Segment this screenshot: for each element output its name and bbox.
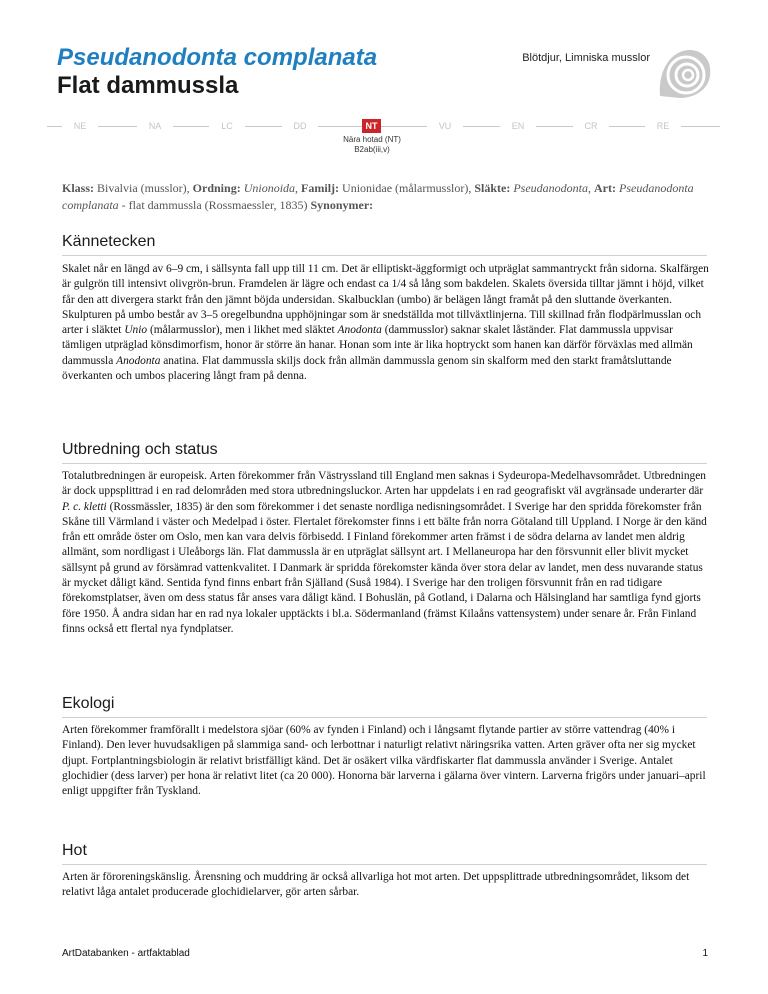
slakte-label: Släkte: — [474, 181, 511, 195]
footer-source: ArtDatabanken - artfaktablad — [62, 948, 190, 959]
section-heading-utbredning: Utbredning och status — [62, 441, 707, 464]
redlist-na: NA — [137, 120, 173, 132]
redlist-vu: VU — [427, 120, 463, 132]
section-text-kannetecken: Skalet når en längd av 6–9 cm, i sällsynta fall upp till 11 cm. Det är elliptiskt-äggformigt och utpräglat sammantryckt från sidorna. Skalfärgen är gulgrön till intensivt olivgrön-brun. Framdelen är lägre och endast ca 1/4 så lång som bakdelen. Skalets översida tilltar jämnt i höjd, vilket får den att divergera starkt från den jämnt böjda undersidan. Skalbucklan (umbo) är belägen långt framåt på den sluttande överkanten. Skulpturen på umbo består av 3–5 oregelbundna upphöjningar som är snedställda mot tillväxtlinjerna. Till skillnad från flodpärlmusslan och arter i släktet Unio (målarmusslor), men i likhet med släktet Anodonta (dammusslor) saknar skalet låständer. Flat dammussla uppvisar tämligen utpräglad könsdimorfism, honor är större än hanar. Honan som inte är lika hoptryckt som hanen kan därför förväxlas med allmän dammussla Anodonta anatina. Flat dammussla skiljs dock från allmän dammussla genom sin skalform med den starkt framåtsluttande överkanten och umbos placering långt fram på denna. — [62, 263, 709, 383]
redlist-cr: CR — [573, 120, 609, 132]
redlist-criteria: B2ab(iii,v) — [354, 145, 390, 154]
ordning-label: Ordning: — [192, 181, 241, 195]
redlist-ne: NE — [62, 120, 98, 132]
familj-value: Unionidae (målarmusslor), — [342, 181, 472, 195]
species-swedish-name: Flat dammussla — [57, 72, 239, 99]
synonymer-label: Synonymer: — [310, 198, 374, 212]
art-label: Art: — [594, 181, 616, 195]
species-latin-name: Pseudanodonta complanata — [57, 44, 378, 71]
redlist-status-text: Nära hotad (NT) — [343, 135, 401, 144]
klass-value: Bivalvia (musslor), — [97, 181, 190, 195]
snail-shell-icon — [654, 44, 714, 104]
redlist-re: RE — [645, 120, 681, 132]
section-heading-kannetecken: Kännetecken — [62, 233, 707, 256]
slakte-value: Pseudanodonta — [513, 181, 589, 195]
ordning-value: Unionoida — [243, 181, 296, 195]
section-heading-ekologi: Ekologi — [62, 695, 707, 718]
redlist-lc: LC — [209, 120, 245, 132]
section-heading-hot: Hot — [62, 842, 707, 865]
taxonomy-block: Klass: Bivalvia (musslor), Ordning: Unionoida, Familj: Unionidae (målarmusslor), Släkte: Pseudanodonta, Art: Pseudanodonta complanata - flat dammussla (Rossmaessler, 1835) Synonymer: — [62, 181, 694, 212]
redlist-dd: DD — [282, 120, 318, 132]
redlist-scale — [47, 118, 720, 158]
species-group-label: Blötdjur, Limniska musslor — [522, 52, 650, 64]
familj-label: Familj: — [301, 181, 340, 195]
klass-label: Klass: — [62, 181, 95, 195]
section-text-ekologi: Arten förekommer framförallt i medelstora sjöar (60% av fynden i Finland) och i långsamt flytande partier av större vattendrag (40% i Finland). Den lever huvudsakligen på slammiga sand- och lerbottnar i naturligt relativt näringsrika vatten. Arten gräver ofta ner sig mycket djupt. Fortplantningsbiologin är relativt bristfälligt känd. Det är osäkert vilka värdfiskarter flat dammussla använder i Sverige. Antalet glochidier (dess larver) per hona är relativt litet (ca 20 000). Honorna bär larverna i gälarna över vintern. Larverna frigörs under januari–april enligt uppgifter från Tyskland. — [62, 724, 706, 798]
page-number: 1 — [702, 948, 708, 959]
redlist-nt-active: NT — [362, 119, 381, 133]
art-value: - flat dammussla (Rossmaessler, 1835) — [118, 198, 308, 212]
art-latin: Pseudanodonta complanata — [62, 181, 694, 212]
redlist-en: EN — [500, 120, 536, 132]
section-text-hot: Arten är föroreningskänslig. Årensning och muddring är också allvarliga hot mot arten. Det uppsplittrade utbredningsområdet, liksom det relativt låga antalet producerade glochidielarver, gör arten sårbar. — [62, 871, 690, 899]
section-text-utbredning: Totalutbredningen är europeisk. Arten förekommer från Västryssland till England men saknas i Sydeuropa-Medelhavsområdet. Utbredningen är dock uppsplittrad i en rad delområden med stora utbredningsluckor. Arten har uppdelats i en rad geografiskt väl avgränsade underarter där P. c. kletti (Rossmässler, 1835) är den som förekommer i det senaste nordliga nedisningsområdet. I Sverige har den spridda förekomster från Skåne till Värmland i väster och Medelpad i öster. Flertalet förekomster finns i ett bälte från norra Götaland till Uppland. I Norge är den känd från ett område öster om Oslo, men kan vara delvis förbisedd. I Finland förekommer arten främst i de södra delarna av landet men aldrig allmänt, som nordligast i Uleåborgs län. Flat dammussla är en utpräglat sällsynt art. I Mellaneuropa har den försvunnit eller blivit mycket sällsynt på grund av försämrad vattenkvalitet. I Danmark är spridda förekomster kända över stora delar av landet, men dess nuvarande status är mycket dåligt känd. Sentida fynd finns enbart från Själland (Suså 1984). I Sverige har den troligen försvunnit från en rad tidigare förekomstplatser, även om dess status får anses vara dåligt känd. I Bohuslän, på Gotland, i Dalarna och Hälsingland har samtliga fynd gjorts före 1950. Å andra sidan har en rad nya lokaler upptäckts i bl.a. Södermanland (främst Kilaåns vattensystem) under senare år. Från Finland finns också ett flertal nya fyndplatser. — [62, 470, 707, 635]
